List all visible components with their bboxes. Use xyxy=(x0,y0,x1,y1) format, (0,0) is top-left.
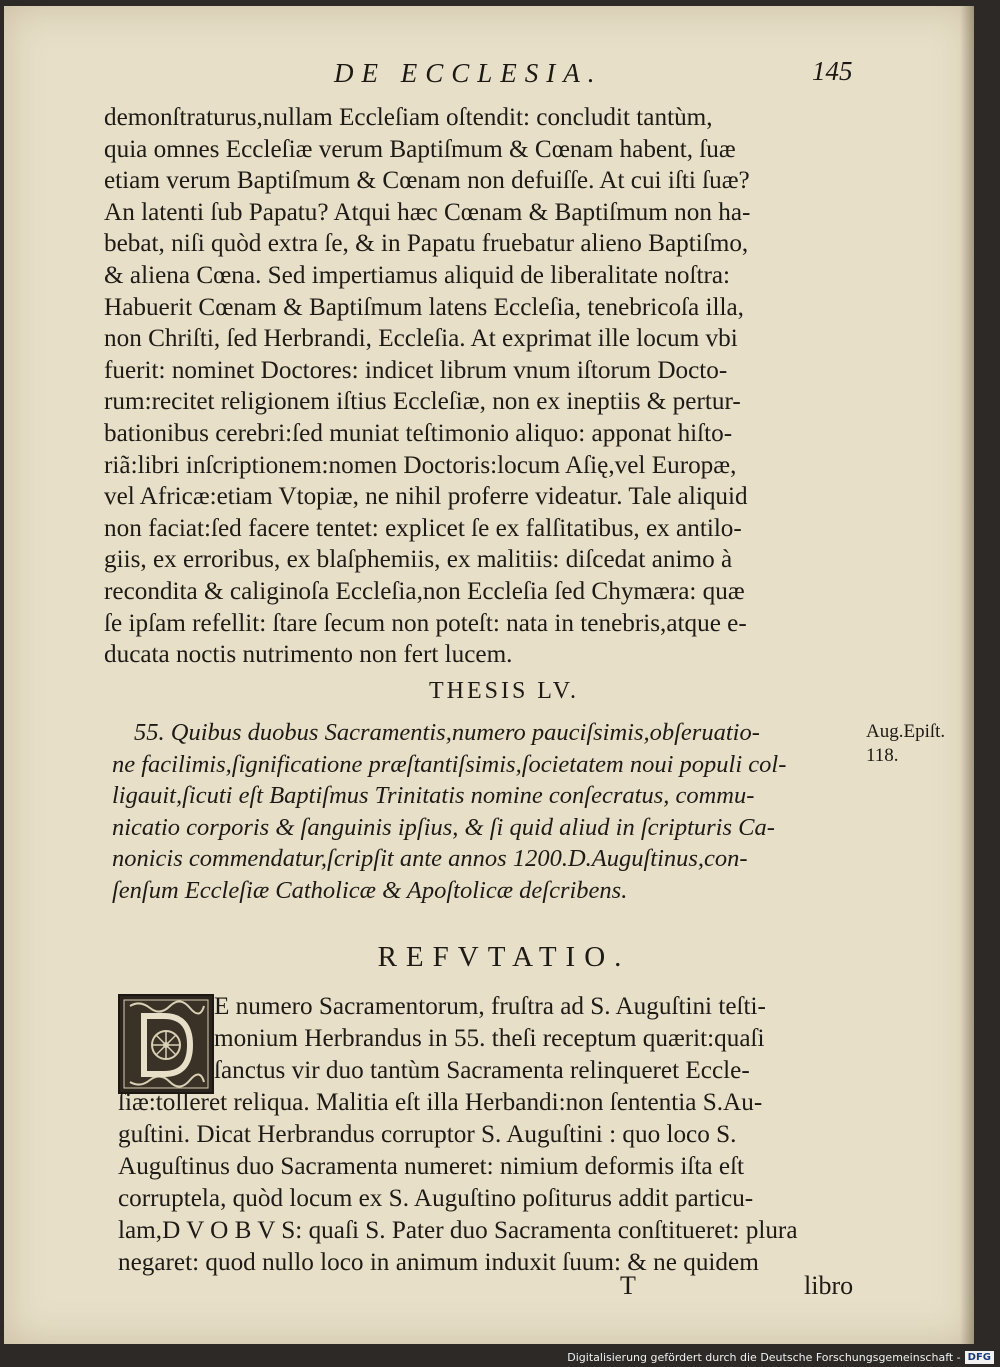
catchword: libro xyxy=(804,1271,854,1300)
footer-text: Digitalisierung gefördert durch die Deutsche Forschungsgemeinschaft - xyxy=(567,1351,961,1364)
page-number: 145 xyxy=(812,56,853,86)
text-line: giis, ex erroribus, ex blaſphemiis, ex malitiis: diſcedat animo à xyxy=(104,546,733,574)
refutatio-heading: REFVTATIO. xyxy=(377,941,631,973)
running-title: DE ECCLESIA. xyxy=(334,58,603,88)
text-line: vel Africæ:etiam Vtopiæ, ne nihil proferre videatur. Tale aliquid xyxy=(104,483,748,511)
thesis-heading: THESIS LV. xyxy=(428,678,580,704)
text-line: corruptela, quòd locum ex S. Auguſtino poſiturus addit particu- xyxy=(118,1185,754,1212)
text-line: E numero Sacramentorum, fruſtra ad S. Auguſtini teſti- xyxy=(214,993,766,1020)
text-line: Auguſtinus duo Sacramenta numeret: nimium deformis iſta eſt xyxy=(118,1153,745,1180)
margin-note-line: 118. xyxy=(866,745,899,766)
thesis-line: nicatio corporis & ſanguinis ipſius, & ſi quid aliud in ſcripturis Ca- xyxy=(112,813,775,841)
dfg-logo-icon: DFG xyxy=(965,1351,994,1364)
text-line: demonſtraturus,nullam Eccleſiam oſtendit: concludit tantùm, xyxy=(104,104,713,131)
text-line: Habuerit Cœnam & Baptiſmum latens Eccleſia, tenebricoſa illa, xyxy=(104,293,744,321)
margin-note xyxy=(866,720,976,768)
thesis-line: ligauit,ſicuti eſt Baptiſmus Trinitatis nomine conſecratus, commu- xyxy=(112,782,755,810)
text-line: & aliena Cœna. Sed impertiamus aliquid de liberalitate noſtra: xyxy=(104,261,731,289)
thesis-line: ſenſum Eccleſiæ Catholicæ & Apoſtolicæ deſcribens. xyxy=(112,876,628,904)
text-line: ſe ipſam refellit: ſtare ſecum non poteſt: nata in tenebris,atque e- xyxy=(104,609,747,637)
text-line: monium Herbrandus in 55. theſi receptum quærit:quaſi xyxy=(214,1025,765,1052)
signature-mark: T xyxy=(620,1271,636,1300)
text-line: guſtini. Dicat Herbrandus corruptor S. Auguſtini : quo loco S. xyxy=(118,1121,737,1148)
ornament-icon xyxy=(120,996,212,1092)
text-line: riã:libri inſcriptionem:nomen Doctoris:locum Aſię,vel Europæ, xyxy=(104,451,737,479)
text-line: ducata noctis nutrimento non fert lucem. xyxy=(104,641,513,669)
text-line: quia omnes Eccleſiæ verum Baptiſmum & Cœnam habent, ſuæ xyxy=(104,135,736,163)
thesis-line: nonicis commendatur,ſcripſit ante annos 1200.D.Auguſtinus,con- xyxy=(112,845,748,873)
text-line: etiam verum Baptiſmum & Cœnam non defuiſſe. At cui iſti ſuæ? xyxy=(104,167,750,195)
text-line: ſanctus vir duo tantùm Sacramenta relinqueret Eccle- xyxy=(214,1057,750,1084)
text-line: lam,D V O B V S: quaſi S. Pater duo Sacramenta conſtitueret: plura xyxy=(118,1217,798,1244)
text-line: bebat, niſi quòd extra ſe, & in Papatu fruebatur alieno Baptiſmo, xyxy=(104,230,749,258)
thesis-quotation xyxy=(112,717,872,907)
body-text xyxy=(104,102,864,671)
text-line: recondita & caliginoſa Eccleſia,non Eccleſia ſed Chymæra: quæ xyxy=(104,577,745,605)
margin-note-line: Aug.Epiſt. xyxy=(866,721,946,742)
decorated-initial-d xyxy=(118,994,214,1094)
book-page xyxy=(4,6,974,1344)
digitization-footer xyxy=(567,1351,994,1364)
thesis-line: 55. Quibus duobus Sacramentis,numero pauciſsimis,obſeruatio- xyxy=(134,719,760,746)
text-line: rum:recitet religionem iſtius Eccleſiæ, non ex ineptiis & pertur- xyxy=(104,388,741,416)
text-line: An latenti ſub Papatu? Atqui hæc Cœnam & Baptiſmum non ha- xyxy=(104,198,751,226)
text-line: non Chriſti, ſed Herbrandi, Eccleſia. At exprimat ille locum vbi xyxy=(104,325,738,353)
text-line: negaret: quod nullo loco in animum induxit ſuum: & ne quidem xyxy=(118,1249,759,1276)
text-line: fuerit: nominet Doctores: indicet librum vnum iſtorum Docto- xyxy=(104,356,728,384)
text-line: bationibus cerebri:ſed muniat teſtimonio aliquo: apponat hiſto- xyxy=(104,419,733,447)
text-line: ſiæ:tolleret reliqua. Malitia eſt illa Herbandi:non ſententia S.Au- xyxy=(118,1089,763,1116)
text-line: non faciat:ſed facere tentet: explicet ſe ex falſitatibus, ex antilo- xyxy=(104,514,742,542)
thesis-line: ne facilimis,ſignificatione præſtantiſsimis,ſocietatem noui populi col- xyxy=(112,750,787,778)
